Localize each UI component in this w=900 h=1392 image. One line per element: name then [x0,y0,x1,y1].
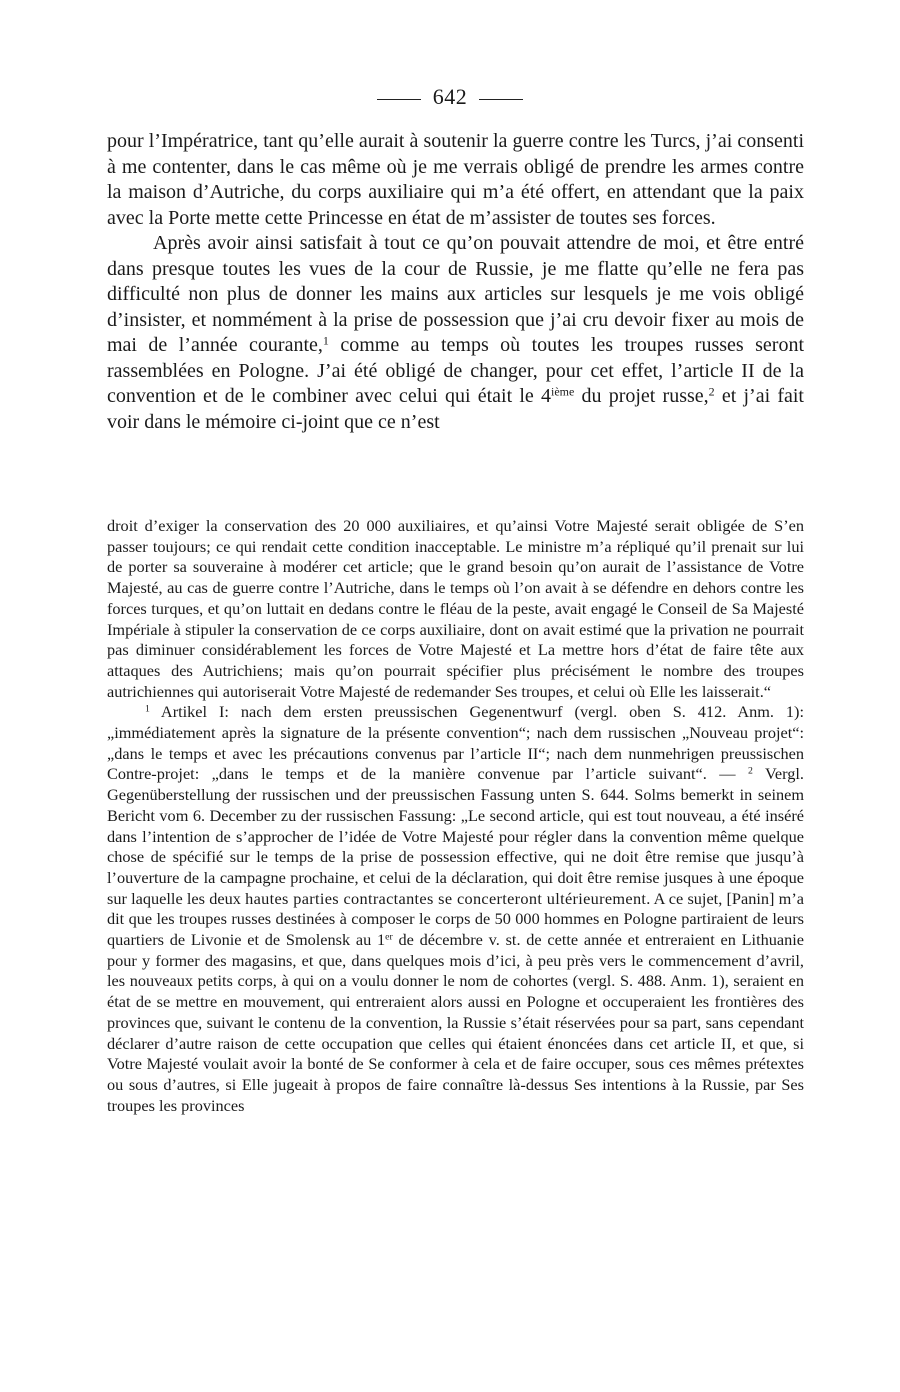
footnotes [107,516,804,1116]
footnote-ref-1: 1 [322,333,329,348]
main-paragraph [107,231,804,435]
footnote-ref-2: 2 [708,384,715,399]
main-paragraph-text: et j’ai fait voir dans le mémoire ci-joint que ce n’est [107,385,804,433]
spaced-emphasis-text: hautes parties contractantes se concerteront ultérieurement [245,888,647,908]
footnote-text: . A ce sujet, [Panin] m’a dit que les troupes russes destinées à composer le corps de 50 000 hommes en Pologne partiraient de leurs quartiers de Livonie et de Smolensk au 1 [107,888,804,950]
footnote-marker-1: 1 [145,703,150,715]
header-left-rule [377,99,421,100]
page-header [0,82,900,112]
main-text [107,129,804,435]
footnote-text: Vergl. Gegenüberstellung der russischen und der preussischen Fassung unten S. 644. Solms bemerkt in seinem Bericht vom 6. December zu der russischen Fassung: „Le second article, qui est tout nouveau, a été inséré dans l’intention de s’approcher de l’idée de Votre Majesté pour régler dans la convention même quelque chose de spécifié sur le temps de la prise de possession effective, qui ne doit être remise que jusqu’à l’ouverture de la campagne prochaine, et celui de la déclaration, qui doit être remise jusques à une époque sur laquelle les deux [107,764,804,908]
page-number: 642 [432,84,468,109]
header-right-rule [479,99,523,100]
footnote-text: de décembre v. st. de cette année et entreraient en Lithuanie pour y former des magasins, et que, dans quelques mois d’ici, à peu près vers le commencement d’avril, les nouveaux petits corps, à qui on a voulu donner le nom de cohortes (vergl. S. 488. Anm. 1), seraient en état de se mettre en mouvement, qui entreraient alors aussi en Pologne et occuperaient les frontières des provinces que, suivant le contenu de la convention, la Russie s’était réservées pour sa part, sans cependant déclarer d’autre raison de cette occupation que celles qui étaient énoncées dans cet article II, et que, si Votre Majesté voulait avoir la bonté de Se conformer à cela et de faire occuper, sous ces mêmes prétextes ou sous d’autres, si Elle jugeait à propos de faire connaître là-dessus Ses intentions à la Russie, par Ses troupes les provinces [107,930,804,1115]
footnote-continuation: droit d’exiger la conservation des 20 000 auxiliaires, et qu’ainsi Votre Majesté serait obligée de S’en passer toujours; ce qui rendait cette condition inacceptable. Le ministre m’a répliqué qu’il prenait sur lui de porter sa souveraine à modérer cet article; que le grand besoin qu’on aurait de l’assistance de Votre Majesté, au cas de guerre contre l’Autriche, dans le temps où l’on avait à se défendre en dehors contre les forces turques, et qu’on luttait en dedans contre le fléau de la peste, avait engagé le Conseil de Sa Majesté Impériale à stipuler la conservation de ce corps auxiliaire, dont on avait estimé que la privation ne pourrait pas diminuer considérablement les forces de Votre Majesté et La mettre hors d’état de faire tête aux attaques des Autrichiens; mais qu’on pourrait spécifier plus précisément le nombre des troupes autrichiennes qui autoriserait Votre Majesté de redemander Ses troupes, et celui où Elle les laisserait.“ [107,516,804,701]
footnote-text: Artikel I: nach dem ersten preussischen Gegenentwurf (vergl. oben S. 412. Anm. 1): „immédiatement après la signature de la présente convention“; nach dem russischen „Nouveau projet“: „dans le temps et avec les précautions convenus par l’article II“; nach dem nunmehrigen preussischen Contre-projet: „dans le temps et de la manière convenue par l’article suivant“. — [107,702,804,784]
superscript-er: er [385,931,393,943]
superscript-ieme: ième [551,384,575,399]
footnote-marker-2: 2 [747,766,753,778]
main-paragraph-text: comme au temps où toutes les troupes russes seront rassemblées en Pologne. J’ai été obligé de changer, pour cet effet, l’article II de la convention et de le combiner avec celui qui était le 4 [107,334,805,407]
main-paragraph-text: Après avoir ainsi satisfait à tout ce qu’on pouvait attendre de moi, et être entré dans presque toutes les vues de la cour de Russie, je me flatte qu’elle ne fera pas difficulté non plus de donner les mains aux articles sur lesquels je me vois obligé d’insister, et nommément à la prise de possession que j’ai cru devoir fixer au mois de mai de l’année courante, [107,232,804,356]
main-paragraph-text: du projet russe, [574,385,709,407]
main-paragraph-continuation: pour l’Impératrice, tant qu’elle aurait à soutenir la guerre contre les Turcs, j’ai consenti à me contenter, dans le cas même où je me verrais obligé de prendre les armes contre la maison d’Autriche, du corps auxiliaire qui m’a été offert, en attendant que la paix avec la Porte mette cette Princesse en état de m’assister de toutes ses forces. [107,130,804,229]
footnote [107,702,804,1116]
